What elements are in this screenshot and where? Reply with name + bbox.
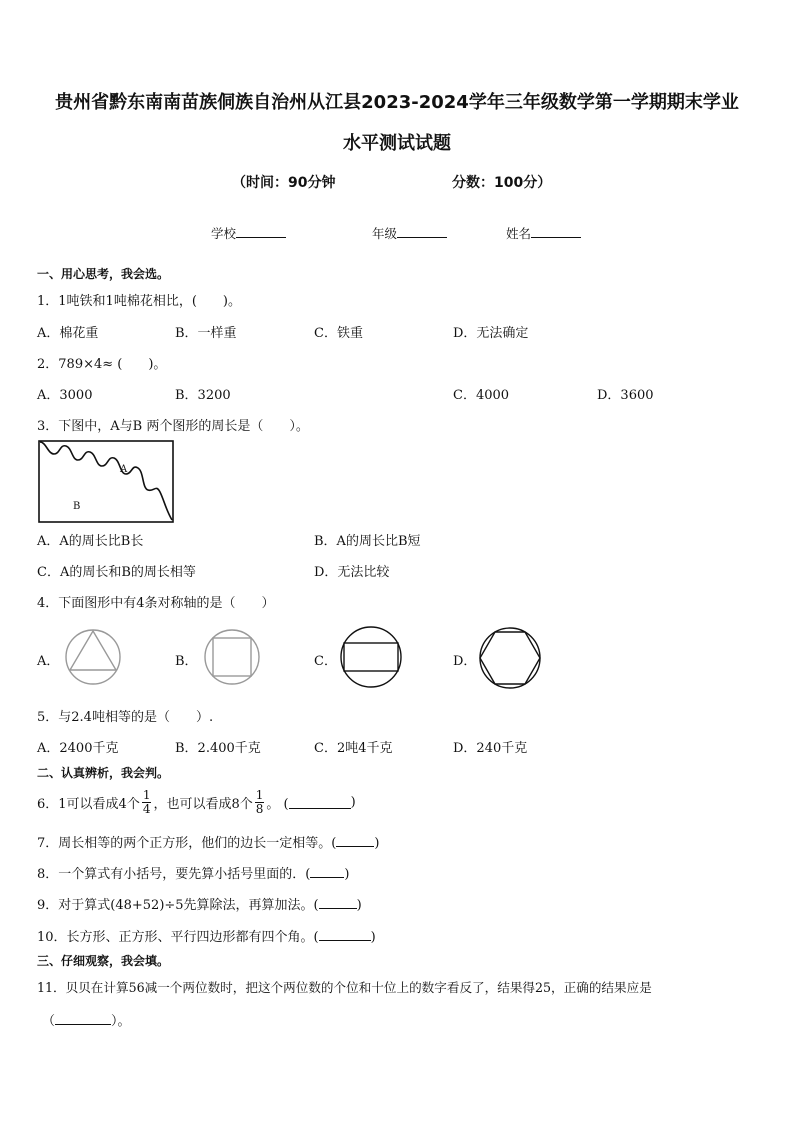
q5-option-c[interactable]: C．2吨4千克 <box>314 741 393 756</box>
q6-text-part4: ) <box>350 794 356 810</box>
q4-option-b[interactable]: B． <box>175 654 198 669</box>
q10-answer-blank[interactable] <box>319 928 371 941</box>
school-blank[interactable] <box>236 225 286 238</box>
q5-option-b[interactable]: B．2.400千克 <box>175 741 261 756</box>
q6-frac2-denominator: 8 <box>255 801 264 816</box>
q2-option-d[interactable]: D．3600 <box>597 388 654 403</box>
q9-stem: 9．对于算式(48+52)÷5先算除法，再算加法。( <box>37 898 319 913</box>
question-3-stem: 3．下图中，A与B 两个图形的周长是（ ）。 <box>37 419 309 434</box>
school-label: 学校 <box>211 226 237 241</box>
q6-frac1-numerator: 1 <box>142 787 151 802</box>
q6-text-part2: ，也可以看成8个 <box>153 796 253 812</box>
question-9 <box>37 894 362 913</box>
school-field <box>211 224 286 242</box>
q11-open-paren: （ <box>42 1014 56 1029</box>
q8-end: ) <box>344 867 350 882</box>
name-label: 姓名 <box>506 226 532 241</box>
q7-end: ) <box>374 836 380 851</box>
q8-stem: 8．一个算式有小括号，要先算小括号里面的．( <box>37 867 311 882</box>
q2-option-c[interactable]: C．4000 <box>453 388 510 403</box>
perimeter-figure <box>38 440 176 524</box>
q11-close-paren: ）。 <box>111 1014 131 1029</box>
question-6 <box>37 785 356 819</box>
q3-option-b[interactable]: B．A的周长比B短 <box>314 534 421 549</box>
question-1-stem: 1．1吨铁和1吨棉花相比，( )。 <box>37 294 241 309</box>
figure-label-a: A <box>120 464 128 475</box>
circle-with-hexagon-icon <box>476 624 546 692</box>
circle-with-rectangle-icon <box>338 624 408 692</box>
name-blank[interactable] <box>531 225 581 238</box>
question-7 <box>37 832 379 851</box>
q5-option-a[interactable]: A．2400千克 <box>37 741 119 756</box>
q4-option-a[interactable]: A． <box>37 654 60 669</box>
question-8 <box>37 863 349 882</box>
grade-field <box>372 224 447 242</box>
section-1-heading: 一、用心思考，我会选。 <box>37 267 170 281</box>
question-10 <box>37 926 376 945</box>
q1-option-a[interactable]: A．棉花重 <box>37 326 99 341</box>
q6-frac1-denominator: 4 <box>142 801 151 816</box>
q9-end: ) <box>356 898 362 913</box>
q9-answer-blank[interactable] <box>319 896 357 909</box>
q6-answer-blank[interactable] <box>289 796 351 809</box>
q10-stem: 10．长方形、正方形、平行四边形都有四个角。( <box>37 930 319 945</box>
q6-text-part3: 。 ( <box>266 796 289 812</box>
q11-answer-blank[interactable] <box>55 1012 111 1025</box>
q5-option-d[interactable]: D．240千克 <box>453 741 528 756</box>
name-field <box>506 224 581 242</box>
circle-with-square-icon <box>202 628 262 688</box>
q3-option-d[interactable]: D．无法比较 <box>314 565 390 580</box>
q1-option-b[interactable]: B．一样重 <box>175 326 237 341</box>
question-2-stem: 2．789×4≈ ( )。 <box>37 357 167 372</box>
exam-time: （时间：90分钟 <box>232 175 336 191</box>
q2-option-b[interactable]: B．3200 <box>175 388 231 403</box>
q6-fraction-one-fourth <box>142 789 152 816</box>
section-2-heading: 二、认真辨析，我会判。 <box>37 766 170 780</box>
q1-option-d[interactable]: D．无法确定 <box>453 326 529 341</box>
question-4-stem: 4．下面图形中有4条对称轴的是（ ） <box>37 596 275 611</box>
question-11-answer-line <box>42 1010 131 1029</box>
page-title-line2: 水平测试试题 <box>343 133 451 154</box>
question-5-stem: 5．与2.4吨相等的是（ ）. <box>37 710 214 725</box>
q8-answer-blank[interactable] <box>310 865 344 878</box>
figure-wavy-divider <box>40 442 172 520</box>
q4-option-c[interactable]: C． <box>314 654 337 669</box>
grade-blank[interactable] <box>397 225 447 238</box>
question-11-stem: 11．贝贝在计算56减一个两位数时，把这个两位数的个位和十位上的数字看反了，结果得25，正确的结果应是 <box>37 980 652 995</box>
figure-rectangle-outline <box>39 441 173 522</box>
q7-answer-blank[interactable] <box>336 834 374 847</box>
q3-option-c[interactable]: C．A的周长和B的周长相等 <box>37 565 196 580</box>
q6-frac2-numerator: 1 <box>255 787 264 802</box>
q2-option-a[interactable]: A．3000 <box>37 388 93 403</box>
q7-stem: 7．周长相等的两个正方形，他们的边长一定相等。( <box>37 836 337 851</box>
q6-text-part1: 6．1可以看成4个 <box>37 796 140 812</box>
q6-fraction-one-eighth <box>255 789 265 816</box>
grade-label: 年级 <box>372 226 398 241</box>
q1-option-c[interactable]: C．铁重 <box>314 326 363 341</box>
q10-end: ) <box>370 930 376 945</box>
q3-option-a[interactable]: A．A的周长比B长 <box>37 534 144 549</box>
section-3-heading: 三、仔细观察，我会填。 <box>37 954 170 968</box>
q4-option-d[interactable]: D． <box>453 654 477 669</box>
exam-score: 分数：100分） <box>452 175 552 191</box>
figure-label-b: B <box>73 501 81 512</box>
circle-with-triangle-icon <box>64 628 124 688</box>
page-title-line1: 贵州省黔东南南苗族侗族自治州从江县2023-2024学年三年级数学第一学期期末学业 <box>55 92 739 113</box>
